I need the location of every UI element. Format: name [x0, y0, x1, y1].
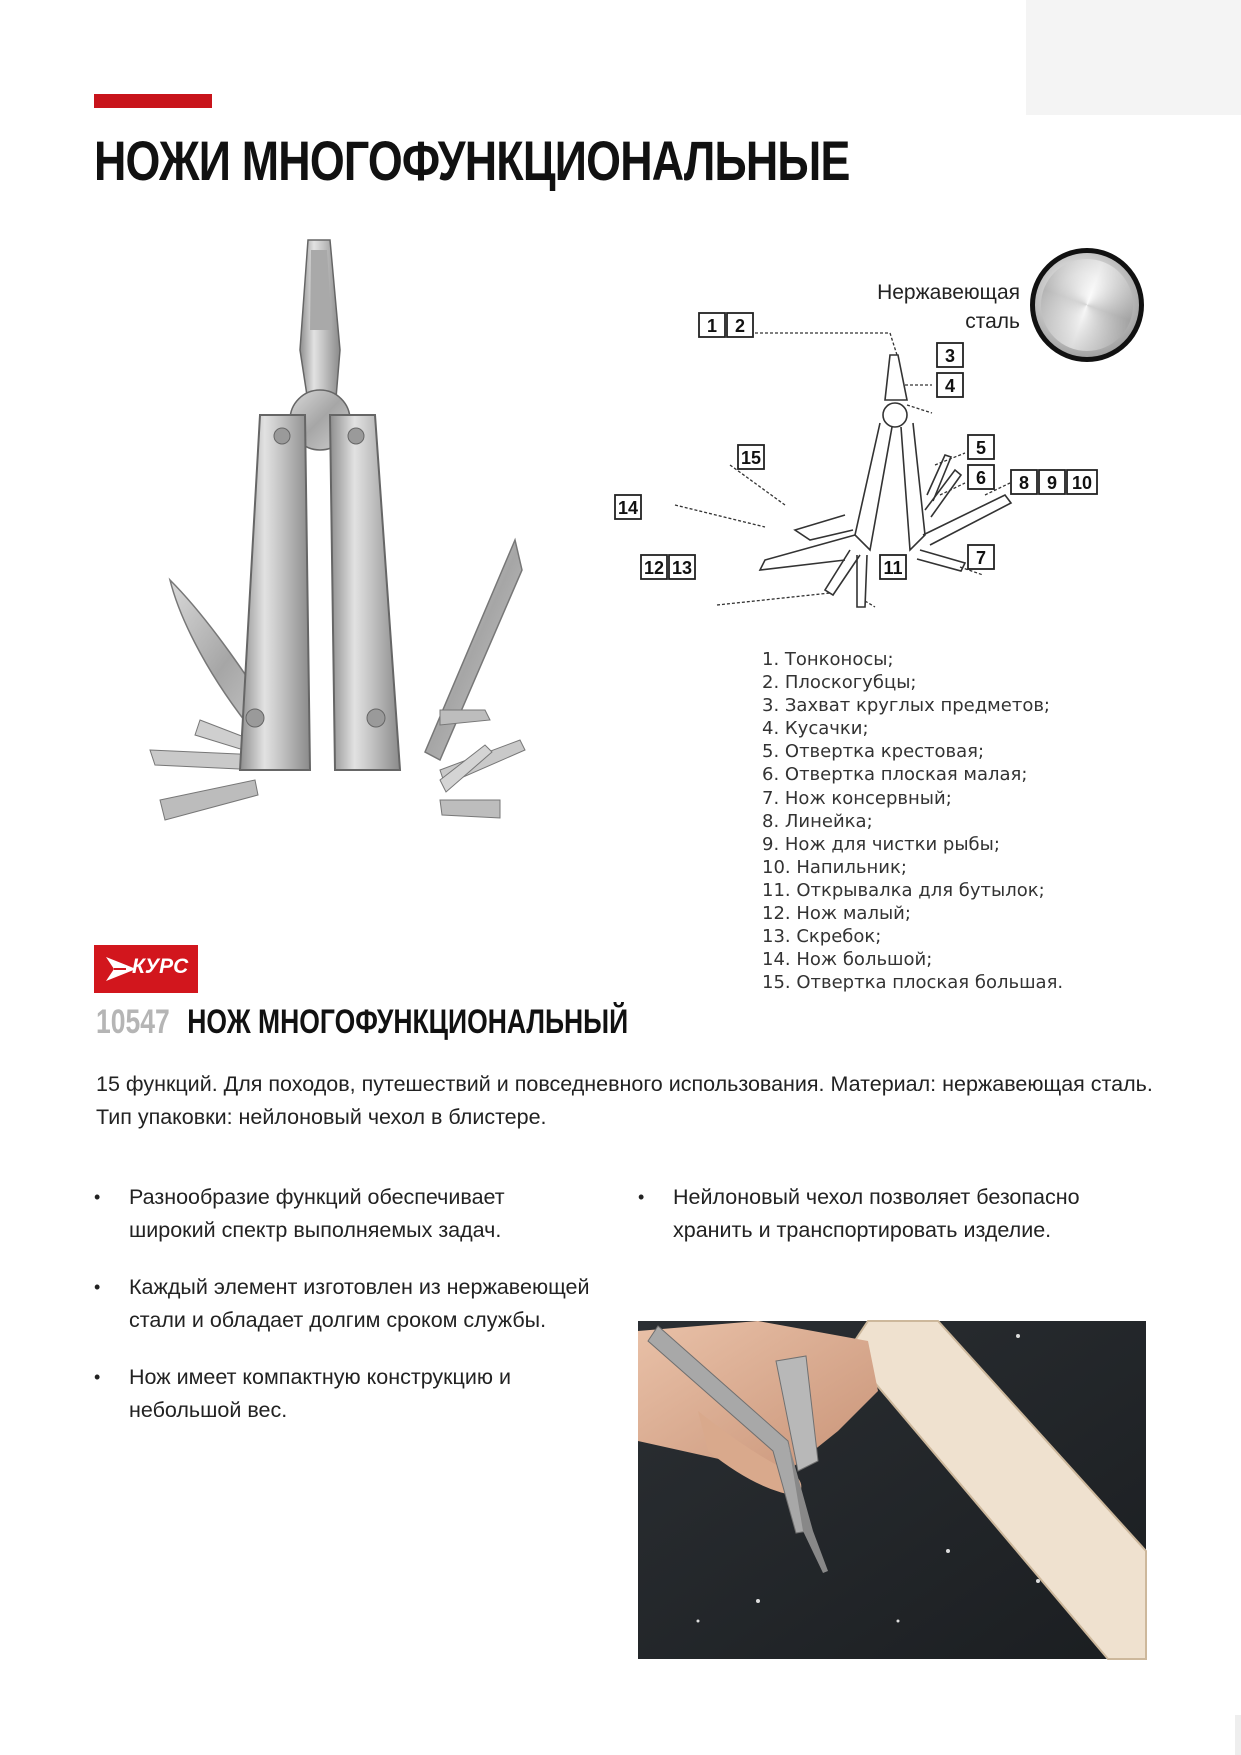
callout-15: 15	[740, 448, 762, 468]
function-list	[762, 648, 1063, 994]
product-description: 15 функций. Для походов, путешествий и повседневного использования. Материал: нержавеющая сталь. Тип упаковки: нейлоновый чехол в блистере.	[96, 1072, 1153, 1129]
list-item: 14. Нож большой;	[762, 949, 933, 971]
callout-11: 11	[883, 558, 903, 578]
callout-1: 1	[706, 316, 718, 336]
list-item: 4. Кусачки;	[762, 718, 869, 740]
callout-10: 10	[1071, 473, 1093, 493]
brand-logo	[94, 945, 198, 993]
list-item: 3. Захват круглых предметов;	[762, 695, 1050, 717]
features-left	[94, 1181, 594, 1451]
brand-logo-text: КУРС	[132, 955, 189, 978]
list-item: 11. Открывалка для бутылок;	[762, 879, 1045, 901]
list-item: 10. Напильник;	[762, 856, 907, 878]
feature-text: Нож имеет компактную конструкцию и небольшой вес.	[129, 1365, 511, 1422]
usage-photo	[638, 1321, 1146, 1659]
list-item: 6. Отвертка плоская малая;	[762, 764, 1028, 786]
list-item: 8. Линейка;	[762, 810, 873, 832]
list-item: 2. Плоскогубцы;	[762, 672, 917, 694]
bullet-icon: •	[638, 1187, 645, 1207]
callout-14: 14	[617, 498, 639, 518]
feature-text: Нейлоновый чехол позволяет безопасно хранить и транспортировать изделие.	[673, 1185, 1080, 1242]
feature-item	[638, 1181, 1158, 1247]
callout-3: 3	[944, 346, 956, 366]
bullet-icon: •	[94, 1277, 101, 1297]
callout-12: 12	[643, 558, 665, 578]
callout-2: 2	[734, 316, 746, 336]
callout-8: 8	[1018, 473, 1030, 493]
article-number: 10547	[96, 1003, 170, 1041]
callout-7: 7	[975, 548, 987, 568]
list-item: 15. Отвертка плоская большая.	[762, 972, 1064, 994]
bullet-icon: •	[94, 1187, 101, 1207]
title-accent-bar	[94, 94, 212, 108]
feature-item	[94, 1181, 594, 1247]
feature-item	[94, 1361, 594, 1427]
feature-text: Каждый элемент изготовлен из нержавеющей стали и обладает долгим сроком службы.	[129, 1275, 590, 1332]
feature-text: Разнообразие функций обеспечивает широкий спектр выполняемых задач.	[129, 1185, 505, 1242]
page-edge-strip	[1235, 1715, 1241, 1755]
bullet-icon: •	[94, 1367, 101, 1387]
callout-4: 4	[944, 376, 956, 396]
page-title: НОЖИ МНОГОФУНКЦИОНАЛЬНЫЕ	[94, 129, 850, 192]
material-label	[810, 278, 1020, 336]
product-name: НОЖ МНОГОФУНКЦИОНАЛЬНЫЙ	[187, 1003, 629, 1041]
list-item: 5. Отвертка крестовая;	[762, 741, 985, 763]
material-label-line2: сталь	[965, 310, 1020, 333]
callout-9: 9	[1046, 473, 1058, 493]
corner-tint	[1026, 0, 1241, 115]
callout-13: 13	[671, 558, 693, 578]
list-item: 13. Скребок;	[762, 926, 882, 948]
feature-item	[94, 1271, 594, 1337]
list-item: 9. Нож для чистки рыбы;	[762, 833, 1000, 855]
list-item: 1. Тонконосы;	[762, 649, 894, 670]
list-item: 12. Нож малый;	[762, 903, 911, 925]
features-right	[638, 1181, 1158, 1247]
callout-5: 5	[975, 438, 987, 458]
material-label-line1: Нержавеющая	[877, 281, 1020, 304]
callout-6: 6	[975, 468, 987, 488]
product-heading	[96, 1003, 628, 1042]
multitool-photo	[140, 240, 610, 840]
list-item: 7. Нож консервный;	[762, 787, 952, 809]
